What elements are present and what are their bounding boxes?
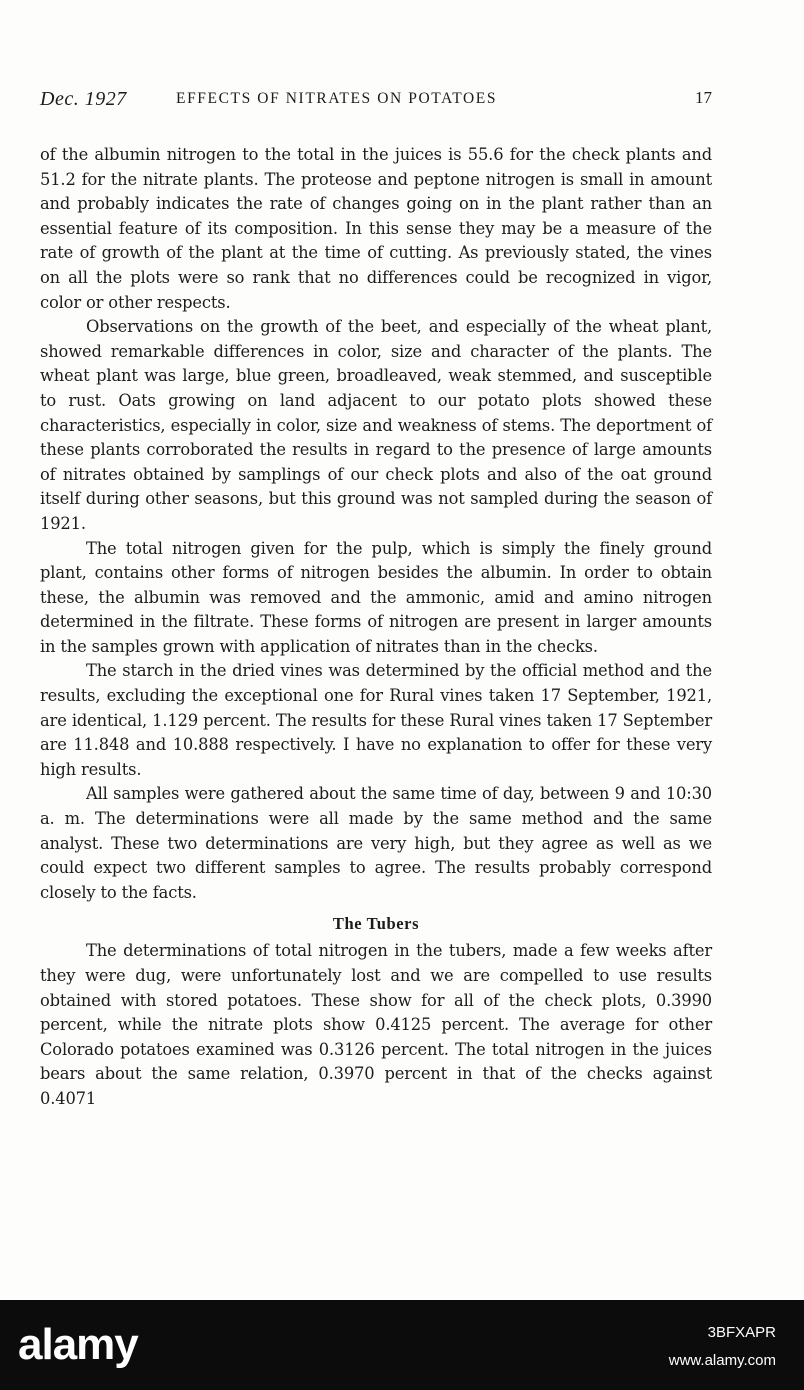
- body-text: [40, 143, 712, 1112]
- watermark-footer-bar: [0, 1300, 804, 1390]
- paragraph-observations: Observations on the growth of the beet, and especially of the wheat plant, showed remarkable differences in color, size and character of the plants. The wheat plant was large, blue green, broadleaved, weak stemmed, and susceptible to rust. Oats growing on land adjacent to our potato plots showed these characteristics, especially in color, size and weakness of stems. The deportment of these plants corroborated the results in regard to the presence of large amounts of nitrates obtained by samplings of our check plots and also of the oat ground itself during other seasons, but this ground was not sampled during the season of 1921.: [40, 317, 712, 533]
- running-head: [40, 86, 712, 114]
- watermark-url: www.alamy.com: [668, 1352, 776, 1369]
- image-id: 3BFXAPR: [707, 1324, 776, 1341]
- paragraph-samples: All samples were gathered about the same time of day, between 9 and 10:30 a. m. The determinations were all made by the same method and the same analyst. These two determinations are very high, but they agree as well as we could expect two different samples to agree. The results probably correspond closely to the facts.: [40, 784, 712, 902]
- paragraph-tubers: The determinations of total nitrogen in the tubers, made a few weeks after they were dug, were unfortunately lost and we are compelled to use results obtained with stored potatoes. These show for all of the check plots, 0.3990 percent, while the nitrate plots show 0.4125 percent. The average for other Colorado potatoes examined was 0.3126 percent. The total nitrogen in the juices bears about the same relation, 0.3970 percent in that of the checks against 0.4071: [40, 941, 712, 1108]
- alamy-logo: alamy: [18, 1320, 138, 1369]
- header-title: EFFECTS OF NITRATES ON POTATOES: [176, 90, 498, 107]
- section-heading-tubers: The Tubers: [332, 914, 420, 934]
- page-number: 17: [695, 88, 712, 107]
- paragraph-starch: The starch in the dried vines was determined by the official method and the results, excluding the exceptional one for Rural vines taken 17 September, 1921, are identical, 1.129 percent. The results for these Rural vines taken 17 September are 11.848 and 10.888 respectively. I have no explanation to offer for these very high results.: [40, 661, 712, 779]
- paragraph-total-nitrogen: The total nitrogen given for the pulp, which is simply the finely ground plant, contains other forms of nitrogen besides the albumin. In order to obtain these, the albumin was removed and the ammonic, amid and amino nitrogen determined in the filtrate. These forms of nitrogen are present in larger amounts in the samples grown with application of nitrates than in the checks.: [40, 538, 712, 656]
- header-date: Dec. 1927: [40, 88, 127, 110]
- paragraph-albumin-continued: of the albumin nitrogen to the total in the juices is 55.6 for the check plants and 51.2 for the nitrate plants. The proteose and peptone nitrogen is small in amount and probably indicates the rate of changes going on in the plant rather than an essential feature of its composition. In this sense they may be a measure of the rate of growth of the plant at the time of cutting. As previously stated, the vines on all the plots were so rank that no differences could be recognized in vigor, color or other respects.: [40, 145, 712, 312]
